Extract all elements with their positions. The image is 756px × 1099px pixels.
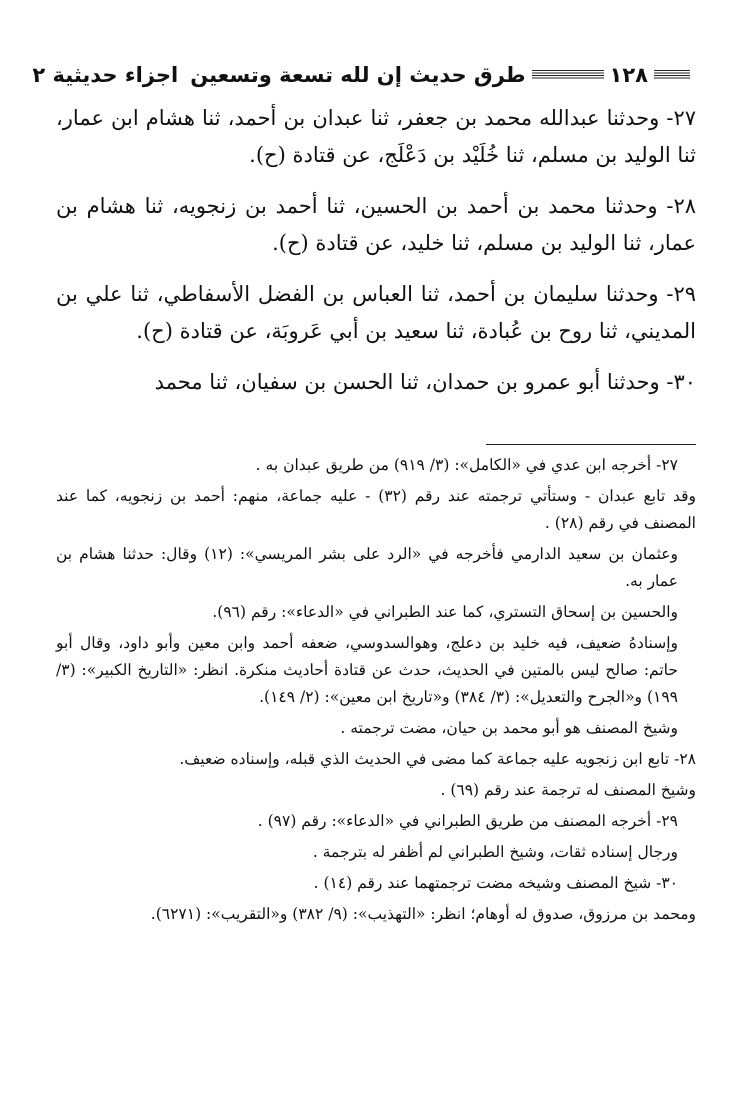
footnote-line: وقد تابع عبدان - وستأتي ترجمته عند رقم (٣٢) - عليه جماعة، منهم: أحمد بن زنجويه، كما عند المصنف في رقم (٢٨) .	[56, 487, 696, 532]
footnote-separator	[486, 444, 696, 445]
footnote-line: ٢٧- أخرجه ابن عدي في «الكامل»: (٣/ ٩١٩) من طريق عبدان به .	[255, 456, 678, 474]
main-text	[56, 100, 696, 415]
hadith-27: ٢٧- وحدثنا عبدالله محمد بن جعفر، ثنا عبدان بن أحمد، ثنا هشام ابن عمار، ثنا الوليد بن مسلم، ثنا خُلَيْد بن دَعْلَج، عن قتادة (ح).	[56, 106, 696, 167]
hadith-29: ٢٩- وحدثنا سليمان بن أحمد، ثنا العباس بن الفضل الأسفاطي، ثنا علي بن المديني، ثنا روح بن عُبادة، ثنا سعيد بن أبي عَروبَة، عن قتادة (ح).	[56, 282, 696, 343]
footnote-line: وشيخ المصنف له ترجمة عند رقم (٦٩) .	[440, 781, 696, 799]
hadith-30: ٣٠- وحدثنا أبو عمرو بن حمدان، ثنا الحسن بن سفيان، ثنا محمد	[154, 370, 696, 394]
footnote-line: ٢٨- تابع ابن زنجويه عليه جماعة كما مضى في الحديث الذي قبله، وإسناده ضعيف.	[179, 750, 696, 768]
header-rule	[532, 70, 604, 80]
footnote-line: وإسنادهُ ضعيف، فيه خليد بن دعلج، وهوالسدوسي، ضعفه أحمد وابن معين وأبو داود، وقال أبو حاتم: صالح ليس بالمتين في الحديث، حدث عن قتادة أحاديث منكرة. انظر: «التاريخ الكبير»: (٣/ ١٩٩) و«الجرح والتعديل»: (٣/ ٣٨٤) و«تاريخ ابن معين»: (٢/ ١٤٩).	[56, 634, 678, 706]
header-rule	[654, 70, 690, 80]
footnotes	[56, 452, 696, 932]
running-header	[32, 58, 696, 92]
hadith-28: ٢٨- وحدثنا محمد بن أحمد بن الحسين، ثنا أحمد بن زنجويه، ثنا هشام بن عمار، ثنا الوليد بن مسلم، ثنا خليد، عن قتادة (ح).	[56, 194, 696, 255]
series-title: اجزاء حديثية ٢	[32, 63, 179, 87]
footnote-line: والحسين بن إسحاق التستري، كما عند الطبراني في «الدعاء»: رقم (٩٦).	[212, 603, 678, 621]
footnote-line: ومحمد بن مرزوق، صدوق له أوهام؛ انظر: «التهذيب»: (٩/ ٣٨٢) و«التقريب»: (٦٢٧١).	[150, 905, 696, 923]
footnote-line: ٣٠- شيخ المصنف وشيخه مضت ترجمتهما عند رقم (١٤) .	[313, 874, 678, 892]
footnote-line: ٢٩- أخرجه المصنف من طريق الطبراني في «الدعاء»: رقم (٩٧) .	[257, 812, 678, 830]
book-title: طرق حديث إن لله تسعة وتسعين	[190, 63, 526, 87]
footnote-line: وعثمان بن سعيد الدارمي فأخرجه في «الرد على بشر المريسي»: (١٢) وقال: حدثنا هشام بن عمار به.	[56, 545, 678, 590]
footnote-line: وشيخ المصنف هو أبو محمد بن حيان، مضت ترجمته .	[340, 719, 678, 737]
page-number: ١٢٨	[609, 63, 648, 87]
footnote-line: ورجال إسناده ثقات، وشيخ الطبراني لم أظفر له بترجمة .	[312, 843, 678, 861]
